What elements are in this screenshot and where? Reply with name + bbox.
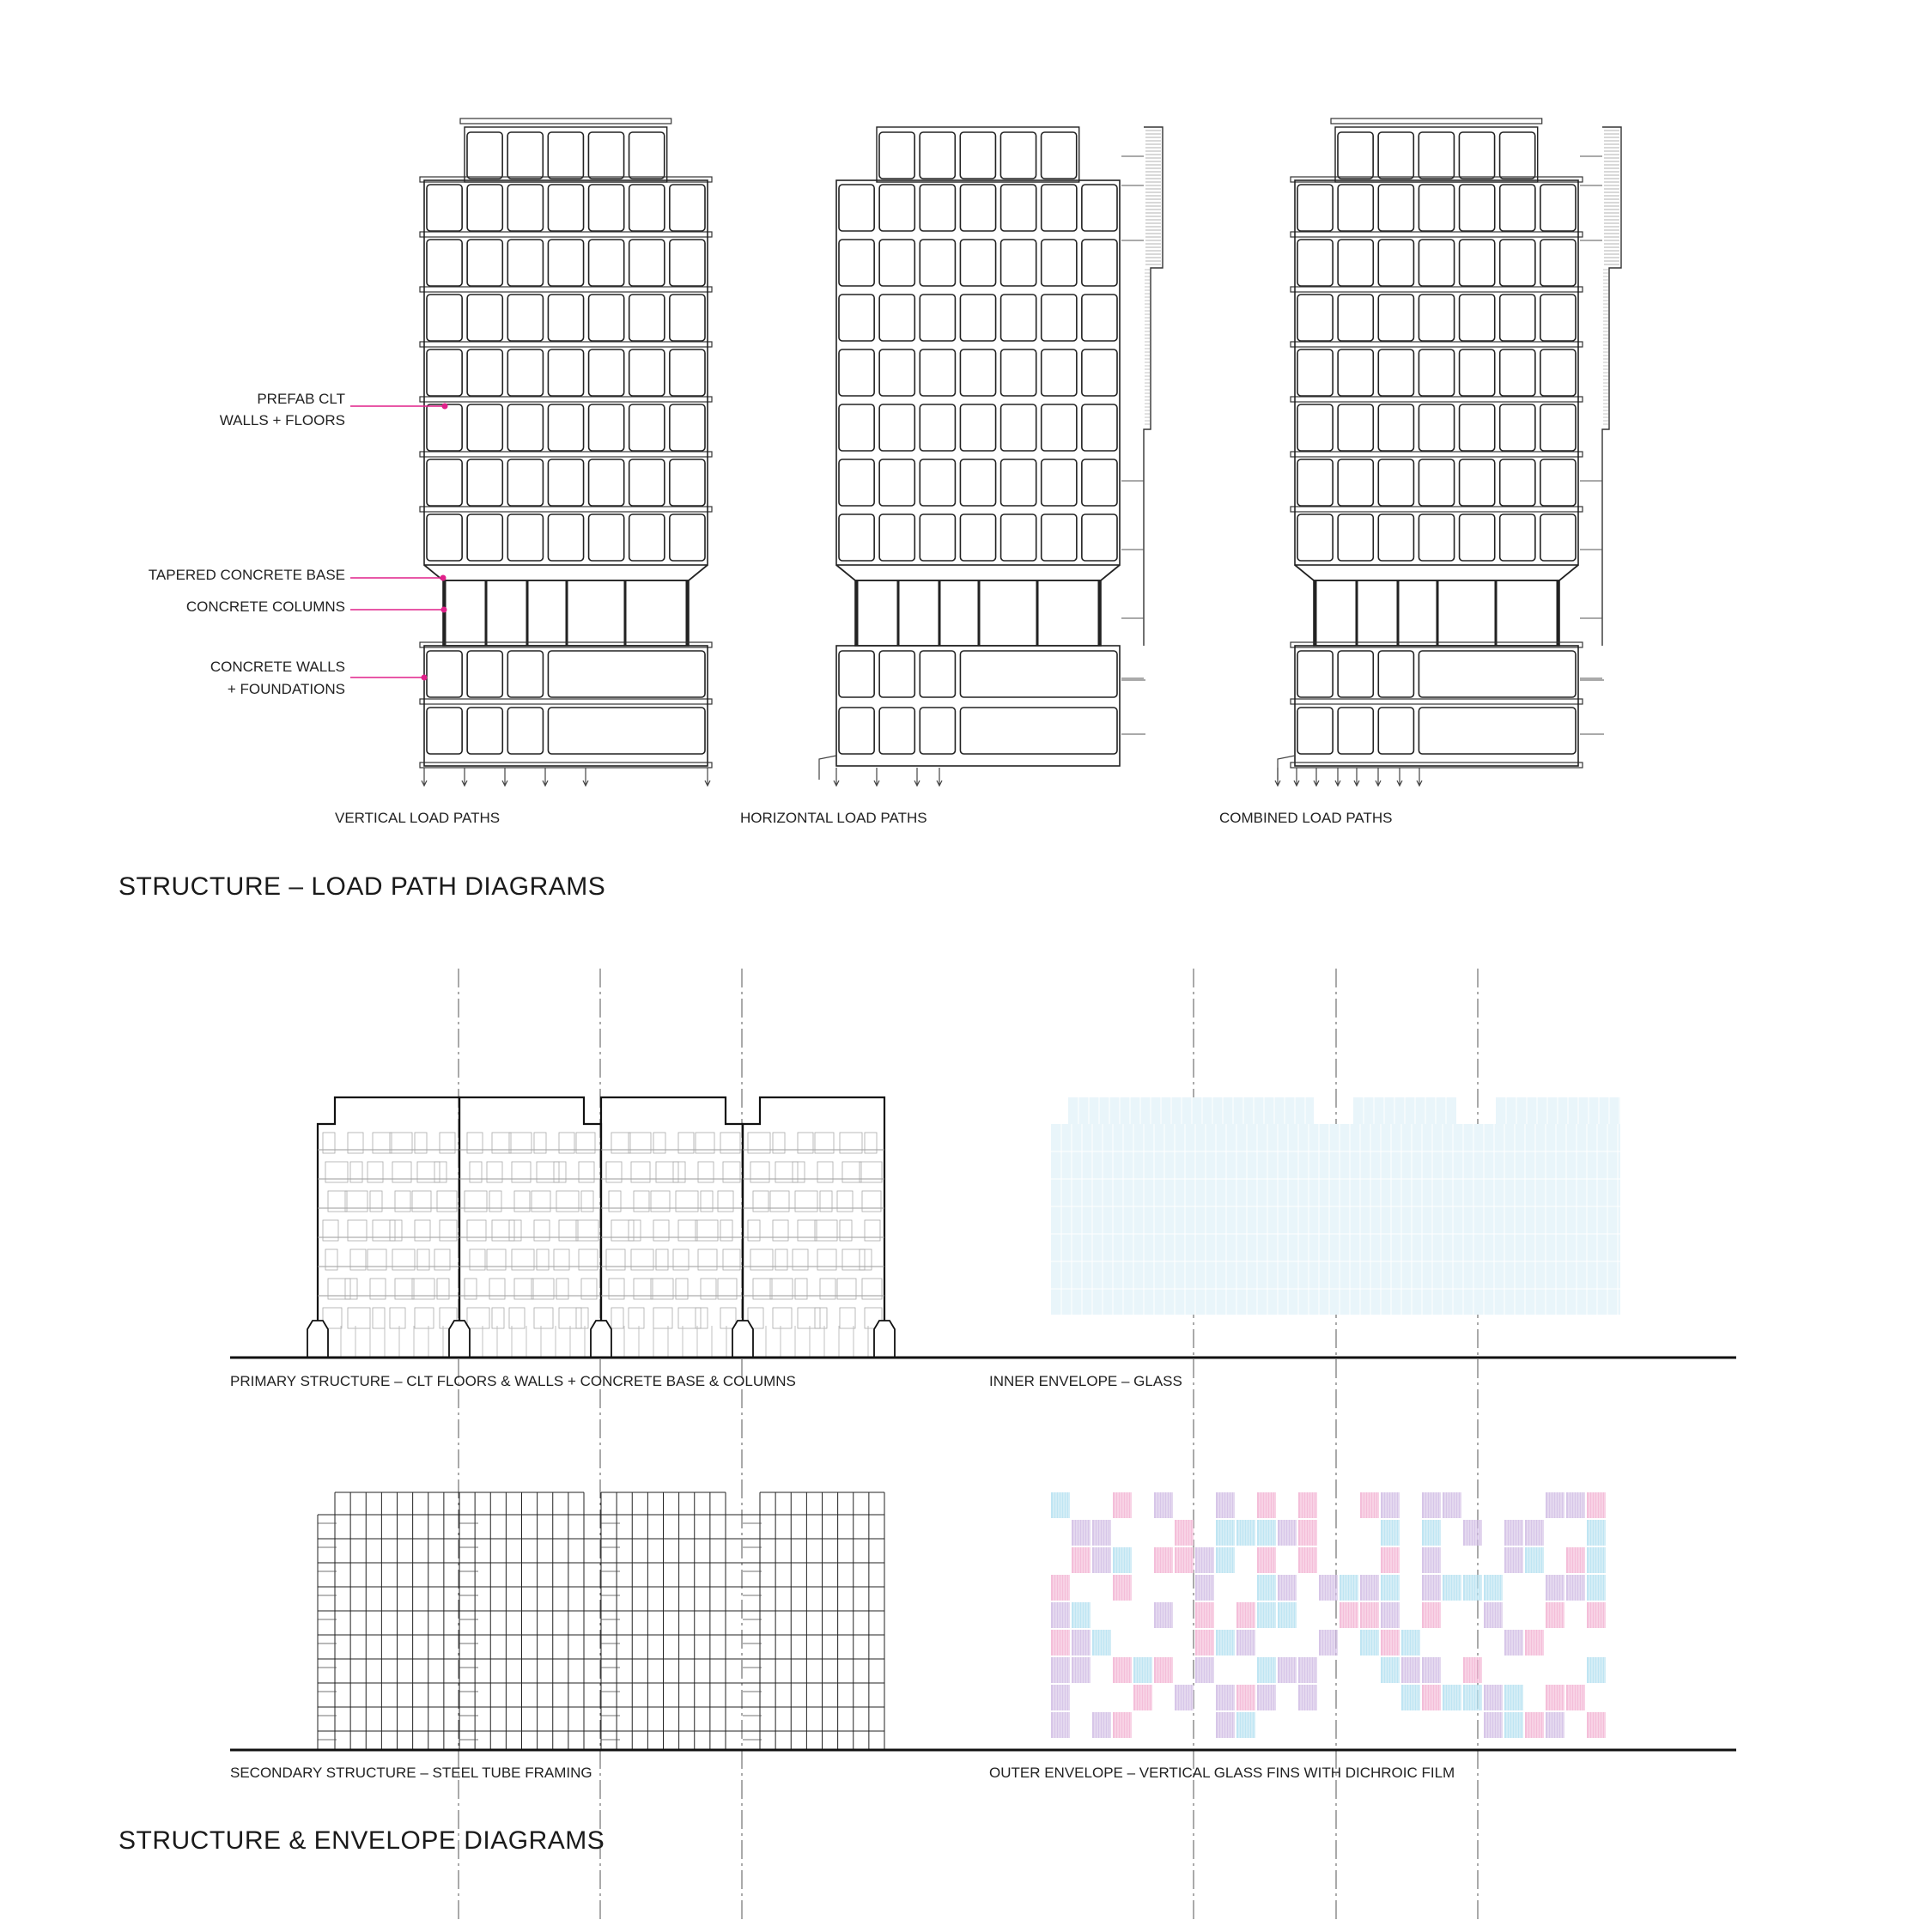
clt-cell [670, 240, 705, 286]
clt-cell [920, 514, 955, 561]
clt-cell [589, 185, 624, 231]
clt-cell [879, 132, 914, 179]
clt-cell [670, 514, 705, 561]
primary-block-outline [318, 1097, 459, 1358]
clt-cell [427, 185, 462, 231]
clt-cell [1042, 514, 1077, 561]
crown-frame [877, 127, 1079, 182]
podium-cell [507, 651, 543, 697]
clt-cell [1500, 295, 1535, 341]
clt-cell [507, 185, 543, 231]
clt-cell [670, 404, 705, 451]
clt-cell [839, 295, 874, 341]
clt-cell [1001, 295, 1036, 341]
podium-hall [960, 651, 1117, 697]
clt-cell [839, 240, 874, 286]
wall-panel [509, 1308, 525, 1328]
clt-cell [427, 295, 462, 341]
clt-cell [1419, 349, 1454, 396]
wall-panel [678, 1308, 701, 1328]
clt-cell [507, 514, 543, 561]
clt-cell [1338, 459, 1373, 506]
clt-cell [1378, 185, 1413, 231]
clt-cell [588, 132, 623, 179]
clt-cell [1460, 349, 1495, 396]
clt-cell [1042, 185, 1077, 231]
caption-secondary-structure: SECONDARY STRUCTURE – STEEL TUBE FRAMING [230, 1765, 592, 1781]
clt-cell [589, 404, 624, 451]
callout-dot [441, 607, 447, 613]
podium-cell [1338, 651, 1373, 697]
heading-structure-envelope: STRUCTURE & ENVELOPE DIAGRAMS [118, 1826, 605, 1855]
clt-cell [629, 459, 665, 506]
wall-panel [611, 1308, 623, 1328]
wall-panel [773, 1308, 792, 1328]
clt-cell [1297, 295, 1333, 341]
clt-cell [629, 240, 665, 286]
clt-cell [920, 185, 955, 231]
wall-panel [653, 1308, 672, 1328]
wall-panel [492, 1308, 504, 1328]
clt-cell [1297, 185, 1333, 231]
primary-block-outline [743, 1097, 884, 1358]
clt-cell [1459, 132, 1494, 179]
clt-cell [1042, 349, 1077, 396]
callout-clt-line2: WALLS + FLOORS [219, 412, 345, 428]
clt-cell [839, 349, 874, 396]
clt-cell [960, 514, 995, 561]
clt-cell [1042, 295, 1077, 341]
clt-cell [839, 459, 874, 506]
floor-slab [420, 177, 712, 182]
callout-columns: CONCRETE COLUMNS [185, 598, 345, 615]
clt-cell [879, 514, 914, 561]
clt-cell [1500, 349, 1535, 396]
clt-cell [1500, 514, 1535, 561]
clt-cell [1500, 240, 1535, 286]
clt-cell [1082, 349, 1117, 396]
clt-cell [1338, 132, 1373, 179]
clt-cell [1460, 404, 1495, 451]
podium-cell [427, 708, 462, 754]
floor-slab [1291, 507, 1583, 512]
clt-cell [960, 240, 995, 286]
clt-cell [467, 295, 502, 341]
podium-cell [1378, 708, 1413, 754]
clt-cell [670, 349, 705, 396]
tapered-column-base [449, 1321, 470, 1358]
crown-frame [1335, 127, 1538, 182]
floor-slab [1291, 177, 1583, 182]
podium-cell [879, 708, 914, 754]
wall-panel [348, 1308, 370, 1328]
clt-cell [1460, 514, 1495, 561]
clt-cell [507, 404, 543, 451]
wall-panel [534, 1308, 553, 1328]
combined-load-path-building [1275, 118, 1621, 786]
clt-cell [879, 240, 914, 286]
wall-panel [373, 1308, 385, 1328]
podium-slab [1291, 699, 1583, 704]
tapered-column-base [307, 1321, 328, 1358]
clt-cell [1500, 185, 1535, 231]
caption-horizontal: HORIZONTAL LOAD PATHS [740, 810, 927, 826]
wall-panel [467, 1308, 489, 1328]
podium-cell [1297, 708, 1333, 754]
clt-cell [1042, 132, 1077, 179]
crown-frame [465, 127, 667, 182]
foundation-slab [420, 762, 712, 768]
clt-cell [1297, 240, 1333, 286]
clt-cell [920, 459, 955, 506]
clt-cell [507, 240, 543, 286]
clt-cell [507, 459, 543, 506]
clt-cell [548, 514, 583, 561]
clt-cell [548, 459, 583, 506]
clt-cell [629, 514, 665, 561]
clt-cell [1042, 459, 1077, 506]
clt-cell [960, 295, 995, 341]
clt-cell [1378, 132, 1413, 179]
lateral-hook [819, 756, 836, 780]
floor-slab [1291, 452, 1583, 457]
clt-cell [467, 404, 502, 451]
podium-cell [839, 651, 874, 697]
clt-cell [1419, 240, 1454, 286]
clt-cell [879, 459, 914, 506]
clt-cell [467, 240, 502, 286]
wall-panel [840, 1308, 855, 1328]
clt-cell [879, 295, 914, 341]
clt-cell [1082, 404, 1117, 451]
inner-envelope-glass [1051, 1097, 1620, 1315]
podium-hall [960, 708, 1117, 754]
clt-cell [879, 349, 914, 396]
podium-hall [548, 708, 705, 754]
clt-cell [920, 295, 955, 341]
clt-cell [507, 349, 543, 396]
secondary-structure-framing [318, 1492, 884, 1750]
clt-cell [1082, 459, 1117, 506]
callout-dot [442, 404, 448, 410]
clt-cell [960, 132, 995, 179]
clt-cell [1338, 185, 1373, 231]
clt-cell [427, 514, 462, 561]
clt-cell [467, 459, 502, 506]
wall-panel [559, 1308, 581, 1328]
clt-cell [1001, 185, 1036, 231]
clt-cell [589, 240, 624, 286]
clt-cell [629, 404, 665, 451]
clt-cell [1500, 132, 1535, 179]
clt-cell [1082, 240, 1117, 286]
clt-cell [1378, 295, 1413, 341]
primary-block-outline [459, 1097, 601, 1358]
clt-cell [548, 132, 583, 179]
foundation-slab [1291, 762, 1583, 768]
podium-cell [1297, 651, 1333, 697]
caption-vertical: VERTICAL LOAD PATHS [335, 810, 501, 826]
podium-cell [839, 708, 874, 754]
floor-slab [420, 397, 712, 402]
clt-cell [1460, 459, 1495, 506]
caption-outer-envelope: OUTER ENVELOPE – VERTICAL GLASS FINS WITH DICHROIC FILM [989, 1765, 1455, 1781]
wall-panel [629, 1308, 644, 1328]
podium-cell [879, 651, 914, 697]
wall-panel [390, 1308, 405, 1328]
floor-slab [1291, 342, 1583, 347]
heading-load-path: STRUCTURE – LOAD PATH DIAGRAMS [118, 872, 606, 901]
clt-cell [427, 349, 462, 396]
clt-cell [670, 459, 705, 506]
clt-cell [1297, 514, 1333, 561]
clt-cell [1338, 349, 1373, 396]
clt-cell [1082, 295, 1117, 341]
clt-cell [1338, 404, 1373, 451]
callout-walls-line1: CONCRETE WALLS [210, 659, 345, 675]
clt-cell [1419, 132, 1454, 179]
clt-cell [548, 349, 583, 396]
floor-slab [420, 287, 712, 292]
clt-cell [879, 404, 914, 451]
clt-cell [507, 295, 543, 341]
roof-slab [460, 118, 671, 124]
clt-cell [589, 459, 624, 506]
clt-cell [1378, 459, 1413, 506]
floor-slab [420, 507, 712, 512]
podium-cell [507, 708, 543, 754]
clt-cell [879, 185, 914, 231]
clt-cell [1460, 240, 1495, 286]
clt-cell [427, 459, 462, 506]
podium-hall [1419, 651, 1576, 697]
floor-slab [1291, 397, 1583, 402]
clt-cell [1042, 240, 1077, 286]
clt-cell [1001, 404, 1036, 451]
clt-cell [1001, 349, 1036, 396]
clt-cell [1001, 459, 1036, 506]
clt-cell [920, 404, 955, 451]
clt-cell [839, 514, 874, 561]
tapered-column-base [591, 1321, 611, 1358]
clt-cell [1378, 404, 1413, 451]
clt-cell [629, 185, 665, 231]
callout-leader-lines [350, 404, 448, 681]
floor-slab [420, 452, 712, 457]
horizontal-load-path-building [819, 127, 1163, 786]
clt-cell [670, 295, 705, 341]
caption-primary-structure: PRIMARY STRUCTURE – CLT FLOORS & WALLS + CONCRETE BASE & COLUMNS [230, 1373, 796, 1389]
clt-cell [920, 240, 955, 286]
clt-cell [1419, 404, 1454, 451]
clt-cell [467, 349, 502, 396]
tapered-column-base [732, 1321, 753, 1358]
clt-cell [1042, 404, 1077, 451]
clt-cell [589, 514, 624, 561]
podium-cell [427, 651, 462, 697]
clt-cell [1378, 349, 1413, 396]
clt-cell [1419, 185, 1454, 231]
clt-cell [1378, 514, 1413, 561]
clt-cell [1540, 459, 1576, 506]
clt-cell [960, 185, 995, 231]
caption-inner-envelope: INNER ENVELOPE – GLASS [989, 1373, 1182, 1389]
clt-cell [1001, 240, 1036, 286]
clt-cell [920, 132, 955, 179]
wall-panel [696, 1308, 708, 1328]
tapered-base [424, 565, 708, 580]
podium-cell [1338, 708, 1373, 754]
vertical-load-path-building [420, 118, 712, 786]
clt-cell [548, 185, 583, 231]
clt-cell [629, 132, 665, 179]
clt-cell [507, 132, 543, 179]
clt-cell [960, 459, 995, 506]
roof-slab [1331, 118, 1542, 124]
clt-cell [1001, 514, 1036, 561]
clt-cell [1540, 295, 1576, 341]
caption-combined: COMBINED LOAD PATHS [1219, 810, 1393, 826]
clt-cell [1419, 459, 1454, 506]
clt-cell [1419, 514, 1454, 561]
clt-cell [839, 404, 874, 451]
wall-panel [798, 1308, 820, 1328]
floor-slab [420, 232, 712, 237]
wall-panel [576, 1308, 588, 1328]
clt-cell [1500, 404, 1535, 451]
clt-cell [920, 349, 955, 396]
tapered-column-base [874, 1321, 895, 1358]
clt-cell [1338, 514, 1373, 561]
podium-cell [1378, 651, 1413, 697]
clt-cell [960, 404, 995, 451]
clt-cell [1297, 404, 1333, 451]
podium-slab [420, 699, 712, 704]
clt-cell [589, 349, 624, 396]
clt-cell [1540, 349, 1576, 396]
clt-cell [1297, 349, 1333, 396]
clt-cell [427, 240, 462, 286]
clt-cell [1460, 295, 1495, 341]
callout-walls-line2: + FOUNDATIONS [227, 681, 345, 697]
wall-panel [815, 1308, 827, 1328]
clt-cell [1460, 185, 1495, 231]
clt-cell [1082, 185, 1117, 231]
clt-cell [960, 349, 995, 396]
clt-cell [629, 295, 665, 341]
podium-cell [920, 651, 955, 697]
glass-panel [1068, 1097, 1314, 1125]
clt-cell [629, 349, 665, 396]
clt-cell [1500, 459, 1535, 506]
callout-dot [440, 575, 447, 581]
clt-cell [670, 185, 705, 231]
clt-cell [548, 295, 583, 341]
callout-base: TAPERED CONCRETE BASE [148, 567, 345, 583]
clt-cell [548, 240, 583, 286]
tapered-base [1295, 565, 1578, 580]
clt-cell [839, 185, 874, 231]
podium-cell [467, 651, 502, 697]
clt-cell [467, 132, 502, 179]
clt-cell [467, 514, 502, 561]
floor-slab [420, 342, 712, 347]
clt-cell [1000, 132, 1036, 179]
callout-group [149, 391, 448, 697]
clt-cell [1378, 240, 1413, 286]
podium-hall [548, 651, 705, 697]
clt-cell [548, 404, 583, 451]
clt-cell [1419, 295, 1454, 341]
podium-hall [1419, 708, 1576, 754]
podium-cell [467, 708, 502, 754]
floor-slab [1291, 232, 1583, 237]
podium-cell [920, 708, 955, 754]
clt-cell [427, 404, 462, 451]
clt-cell [1338, 295, 1373, 341]
clt-cell [589, 295, 624, 341]
clt-cell [467, 185, 502, 231]
outer-envelope-fins [1051, 1492, 1606, 1738]
clt-cell [1082, 514, 1117, 561]
wall-panel [720, 1308, 736, 1328]
floor-slab [1291, 287, 1583, 292]
callout-clt-line1: PREFAB CLT [257, 391, 345, 407]
clt-cell [1338, 240, 1373, 286]
tapered-base [836, 565, 1120, 580]
primary-block-outline [601, 1097, 743, 1358]
clt-cell [1297, 459, 1333, 506]
primary-structure-elevation [307, 1097, 895, 1358]
clt-cell [1540, 404, 1576, 451]
callout-dot [422, 675, 428, 681]
clt-cell [1540, 240, 1576, 286]
wall-panel [415, 1308, 434, 1328]
clt-cell [1540, 514, 1576, 561]
clt-cell [1540, 185, 1576, 231]
